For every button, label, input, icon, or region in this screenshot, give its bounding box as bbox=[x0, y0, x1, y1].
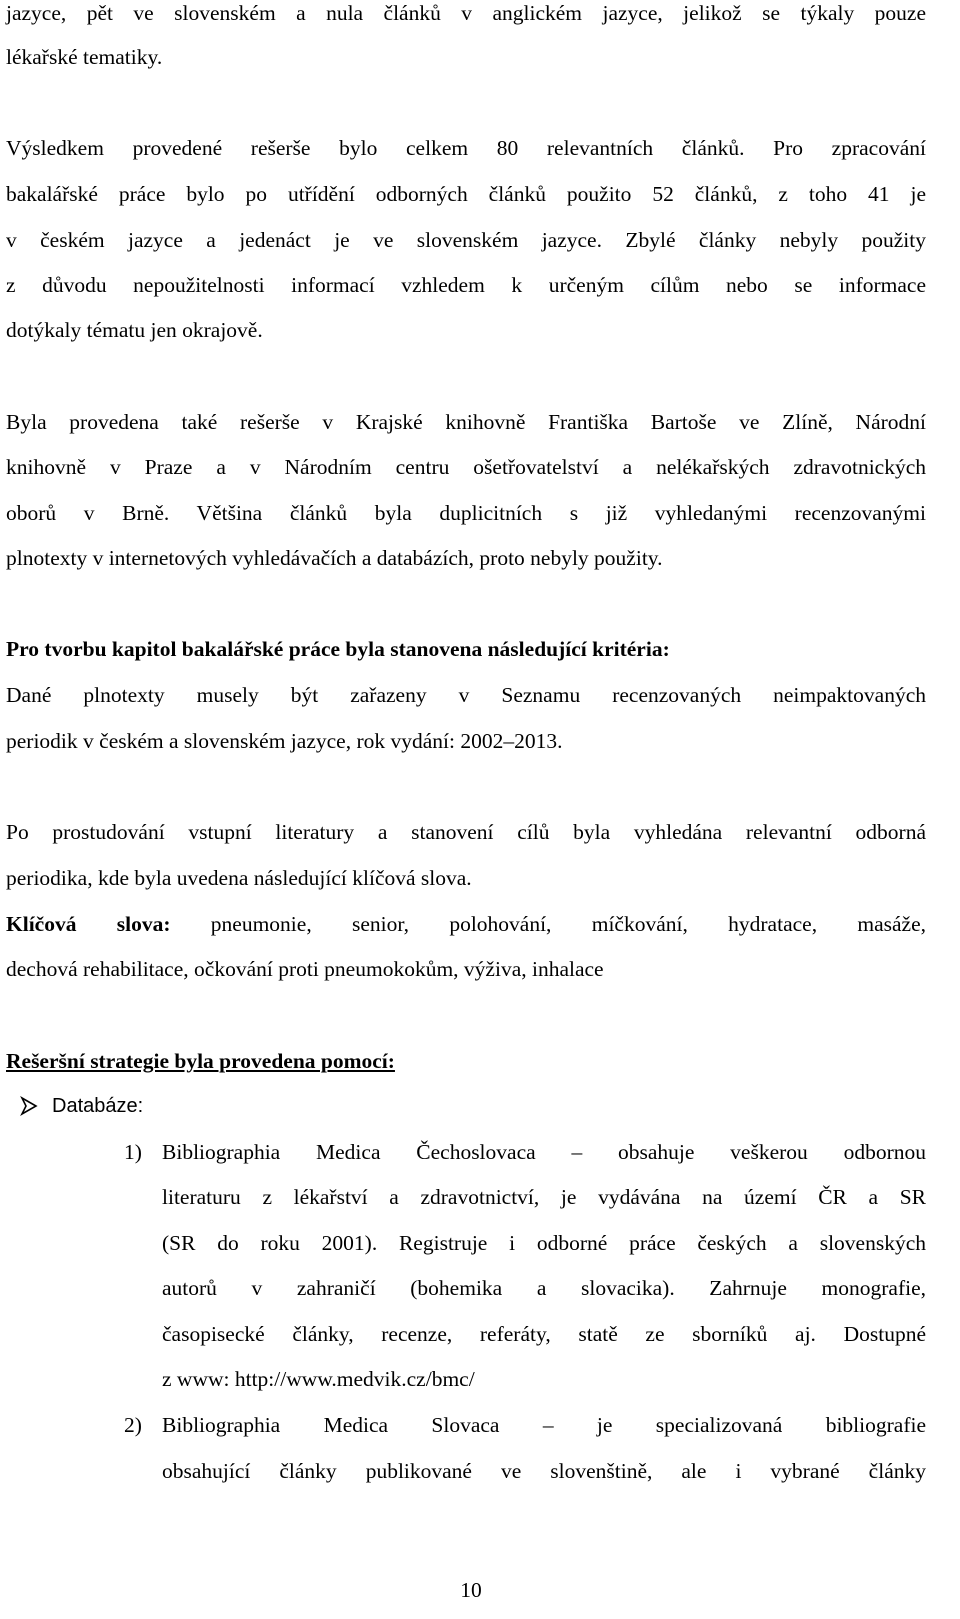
list-item-line: Bibliographia Medica Čechoslovaca – obsahuje veškerou odbornou bbox=[162, 1140, 926, 1164]
list-item-line: autorů v zahraničí (bohemika a slovacika). Zahrnuje monografie, bbox=[162, 1276, 926, 1300]
list-item-number: 2) bbox=[124, 1413, 142, 1437]
databases-bullet bbox=[20, 1092, 143, 1120]
keywords-line: dechová rehabilitace, očkování proti pneumokokům, výživa, inhalace bbox=[6, 957, 604, 981]
list-item-line: (SR do roku 2001). Registruje i odborné práce českých a slovenských bbox=[162, 1231, 926, 1255]
databases-label: Databáze: bbox=[52, 1095, 144, 1117]
criteria-line: Dané plnotexty musely být zařazeny v Seznamu recenzovaných neimpaktovaných bbox=[6, 683, 926, 707]
list-item-number: 1) bbox=[124, 1140, 142, 1164]
paragraph-intro-line: jazyce, pět ve slovenském a nula článků v anglickém jazyce, jelikož se týkaly pouze bbox=[6, 1, 926, 25]
paragraph-library-line: Byla provedena také rešerše v Krajské knihovně Františka Bartoše ve Zlíně, Národní bbox=[6, 410, 926, 434]
list-item-line: Bibliographia Medica Slovaca – je specializovaná bibliografie bbox=[162, 1413, 926, 1437]
criteria-line: periodik v českém a slovenském jazyce, rok vydání: 2002–2013. bbox=[6, 729, 563, 753]
keywords-line bbox=[6, 910, 926, 938]
paragraph-library-line: plnotexty v internetových vyhledávačích a databázích, proto nebyly použity. bbox=[6, 546, 663, 570]
paragraph-result-line: bakalářské práce bylo po utřídění odborných článků použito 52 článků, z toho 41 je bbox=[6, 182, 926, 206]
list-item-line: obsahující články publikované ve slovenštině, ale i vybrané články bbox=[162, 1459, 926, 1483]
criteria-heading: Pro tvorbu kapitol bakalářské práce byla stanovena následující kritéria: bbox=[6, 637, 670, 661]
list-item-line: časopisecké články, recenze, referáty, statě ze sborníků aj. Dostupné bbox=[162, 1322, 926, 1346]
paragraph-result-line: v českém jazyce a jedenáct je ve slovenském jazyce. Zbylé články nebyly použity bbox=[6, 228, 926, 252]
list-item-line: z www: http://www.medvik.cz/bmc/ bbox=[162, 1367, 475, 1391]
keywords-list: pneumonie, senior, polohování, míčkování, hydratace, masáže, bbox=[170, 912, 926, 936]
paragraph-result-line: Výsledkem provedené rešerše bylo celkem 80 relevantních článků. Pro zpracování bbox=[6, 136, 926, 160]
paragraph-library-line: knihovně v Praze a v Národním centru ošetřovatelství a nelékařských zdravotnických bbox=[6, 455, 926, 479]
paragraph-study-line: periodika, kde byla uvedena následující klíčová slova. bbox=[6, 866, 472, 890]
paragraph-result-line: dotýkaly tématu jen okrajově. bbox=[6, 318, 263, 342]
strategy-heading: Rešeršní strategie byla provedena pomocí: bbox=[6, 1049, 395, 1073]
paragraph-intro-line: lékařské tematiky. bbox=[6, 45, 163, 69]
list-item-line: literaturu z lékařství a zdravotnictví, je vydávána na území ČR a SR bbox=[162, 1185, 926, 1209]
page-number: 10 bbox=[460, 1578, 482, 1602]
keywords-label: Klíčová slova: bbox=[6, 912, 171, 936]
arrow-bullet-icon bbox=[20, 1096, 38, 1116]
paragraph-study-line: Po prostudování vstupní literatury a stanovení cílů byla vyhledána relevantní odborná bbox=[6, 820, 926, 844]
paragraph-library-line: oborů v Brně. Většina článků byla duplicitních s již vyhledanými recenzovanými bbox=[6, 501, 926, 525]
paragraph-result-line: z důvodu nepoužitelnosti informací vzhledem k určeným cílům nebo se informace bbox=[6, 273, 926, 297]
